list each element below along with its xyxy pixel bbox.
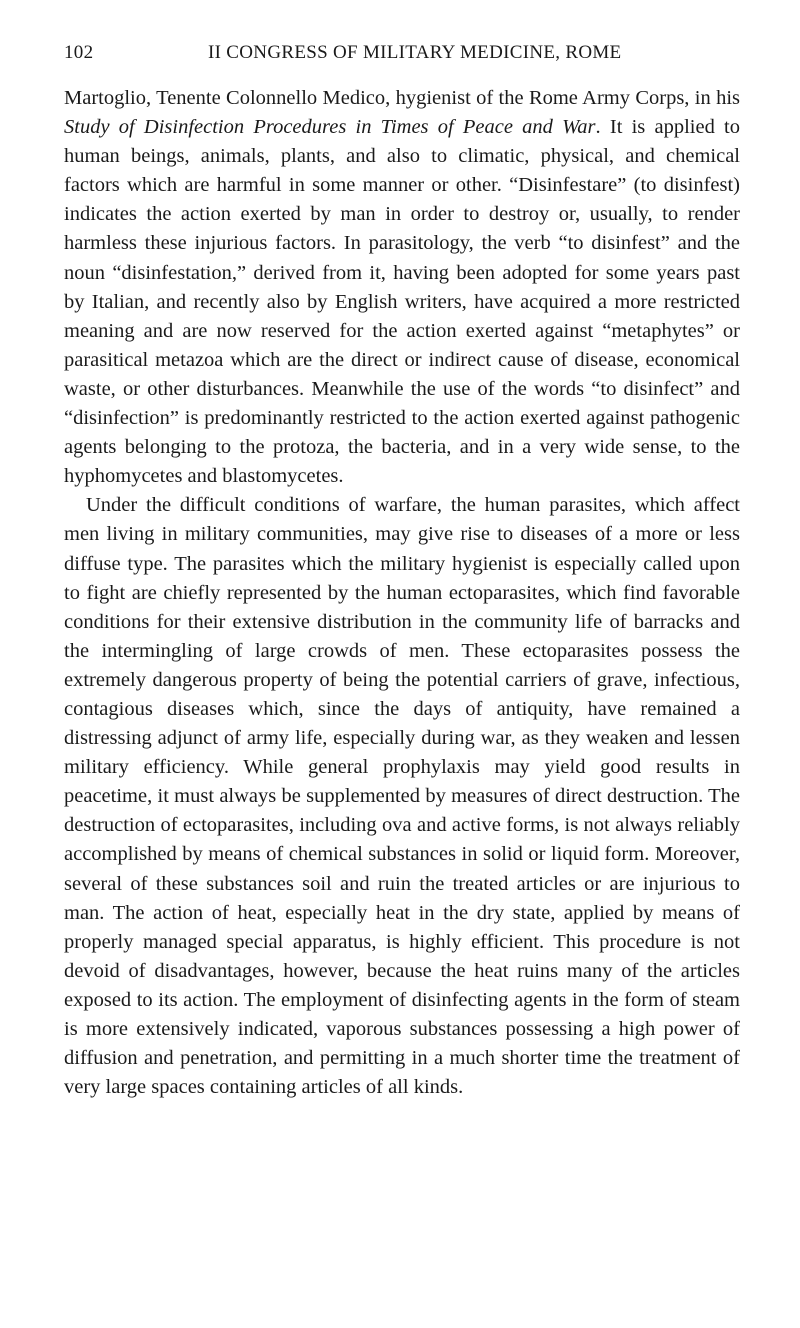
study-title-italic: Study of Disinfection Procedures in Times of Peace and War <box>64 116 596 139</box>
paragraph-1-text-end: . It is applied to human beings, animals, plants, and also to climatic, physical, and chemical factors which are harmful in some manner or other. “Disinfestare” (to disinfest) indicates the action exerted by man in order to destroy or, usually, to render harmless these injurious factors. In parasitology, the verb “to disinfest” and the noun “disinfestation,” derived from it, having been adopted for some years past by Italian, and recently also by English writers, have acquired a more restricted meaning and are now reserved for the action exerted against “metaphytes” or parasitical metazoa which are the direct or indirect cause of disease, economical waste, or other disturbances. Meanwhile the use of the words “to disinfect” and “disinfection” is predominantly restricted to the action exerted against pathogenic agents belonging to the protoza, the bacteria, and in a very wide sense, to the hyphomycetes and blastomycetes. <box>64 116 740 488</box>
running-title: II CONGRESS OF MILITARY MEDICINE, ROME <box>208 42 622 63</box>
running-head <box>64 42 740 68</box>
paragraph-1-text-start: Martoglio, Tenente Colonnello Medico, hygienist of the Rome Army Corps, in his <box>64 87 740 109</box>
body-text <box>64 84 740 1102</box>
page-number: 102 <box>64 42 94 63</box>
paragraph-2: Under the difficult conditions of warfare, the human parasites, which affect men living in military communities, may give rise to diseases of a more or less diffuse type. The parasites which the military hygienist is especially called upon to fight are chiefly represented by the human ectoparasites, which find favorable conditions for their extensive distribution in the community life of barracks and the intermingling of large crowds of men. These ectoparasites possess the extremely dangerous property of being the potential carriers of grave, infectious, contagious diseases which, since the days of antiquity, have remained a distressing adjunct of army life, especially during war, as they weaken and lessen military efficiency. While general prophylaxis may yield good results in peacetime, it must always be supplemented by measures of direct destruction. The destruction of ectoparasites, including ova and active forms, is not always reliably accomplished by means of chemical substances in solid or liquid form. Moreover, several of these substances soil and ruin the treated articles or are injurious to man. The action of heat, especially heat in the dry state, applied by means of properly managed special apparatus, is highly efficient. This procedure is not devoid of disadvantages, however, because the heat ruins many of the articles exposed to its action. The employment of disinfecting agents in the form of steam is more extensively indicated, vaporous substances possessing a high power of diffusion and penetration, and permitting in a much shorter time the treatment of very large spaces containing articles of all kinds. <box>64 494 740 1099</box>
paragraph-1 <box>64 84 740 491</box>
